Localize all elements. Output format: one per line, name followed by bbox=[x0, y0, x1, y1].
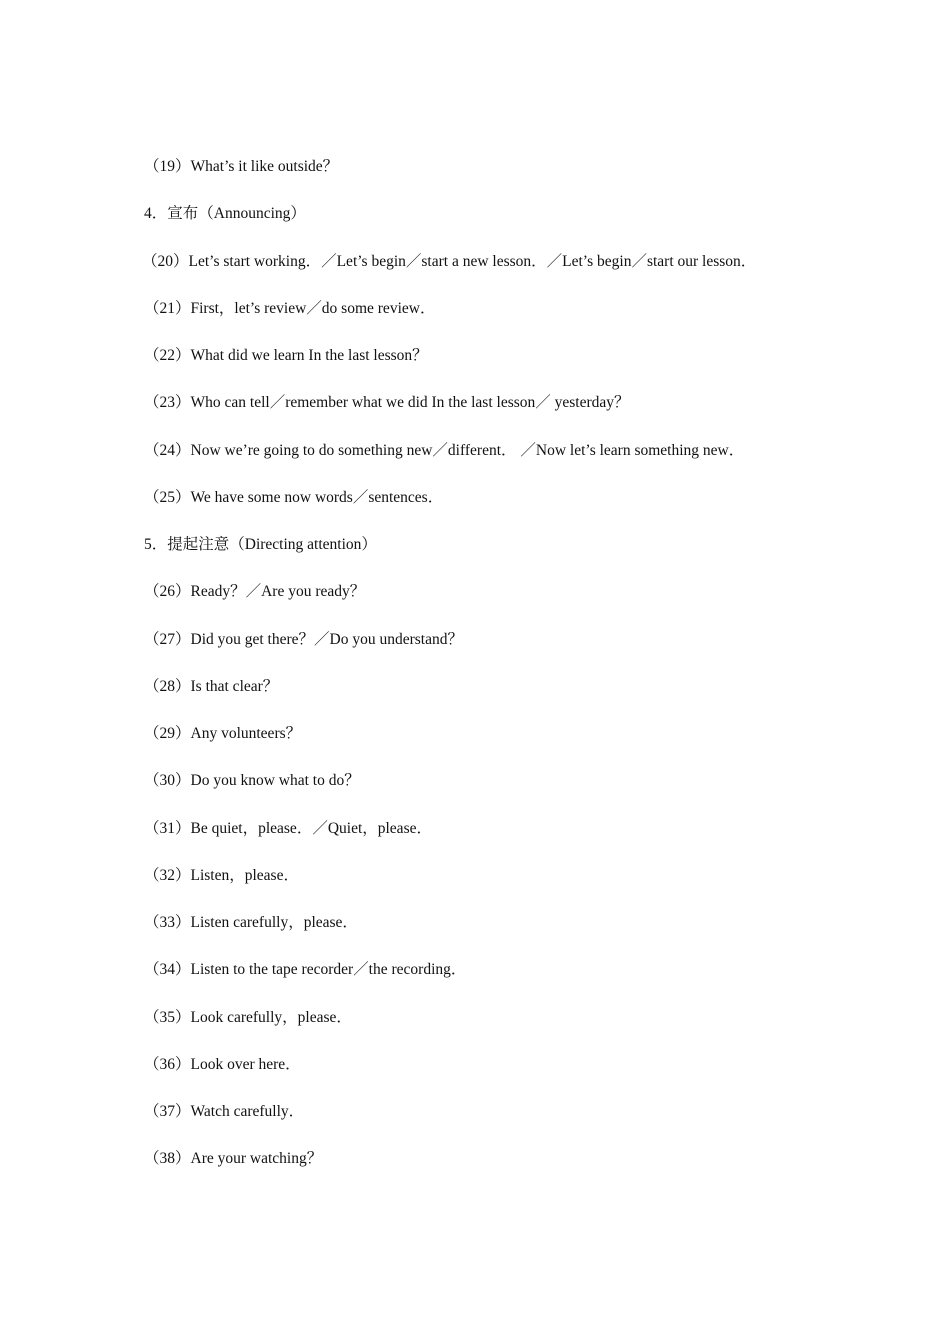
section-heading-directing-attention: 5．提起注意（Directing attention） bbox=[144, 536, 377, 553]
list-item-38: （38）Are your watching？ bbox=[144, 1150, 323, 1168]
list-item-28: （28）Is that clear？ bbox=[144, 677, 279, 695]
list-item-37: （37）Watch carefully． bbox=[144, 1103, 305, 1120]
list-item-33: （33）Listen carefully，please． bbox=[144, 914, 358, 931]
list-item-20: （20）Let’s start working．／Let’s begin／start a new lesson．／Let’s begin／start our lesson． bbox=[142, 252, 757, 270]
list-item-30: （30）Do you know what to do？ bbox=[144, 772, 360, 790]
list-item-32: （32）Listen，please． bbox=[144, 866, 299, 884]
document-body bbox=[144, 155, 844, 1195]
section-heading-announcing: 4．宣布（Announcing） bbox=[144, 205, 306, 223]
list-item-34: （34）Listen to the tape recorder／the recording． bbox=[144, 961, 467, 979]
list-item-35: （35）Look carefully，please． bbox=[144, 1008, 352, 1026]
list-item-21: （21）First，let’s review／do some review． bbox=[144, 299, 436, 317]
list-item-22: （22）What did we learn In the last lesson？ bbox=[144, 347, 428, 364]
list-item-24: （24）Now we’re going to do something new／different． ／Now let’s learn something new． bbox=[144, 441, 745, 459]
list-item-19: （19）What’s it like outside？ bbox=[144, 158, 339, 175]
list-item-27: （27）Did you get there？／Do you understand？ bbox=[144, 630, 463, 648]
list-item-36: （36）Look over here． bbox=[144, 1055, 301, 1073]
list-item-25: （25）We have some now words／sentences． bbox=[144, 488, 444, 506]
list-item-26: （26）Ready？／Are you ready？ bbox=[144, 583, 366, 601]
list-item-29: （29）Any volunteers？ bbox=[144, 725, 302, 742]
list-item-31: （31）Be quiet，please．／Quiet，please． bbox=[144, 819, 432, 837]
list-item-23: （23）Who can tell／remember what we did In the last lesson／ yesterday？ bbox=[144, 394, 630, 412]
